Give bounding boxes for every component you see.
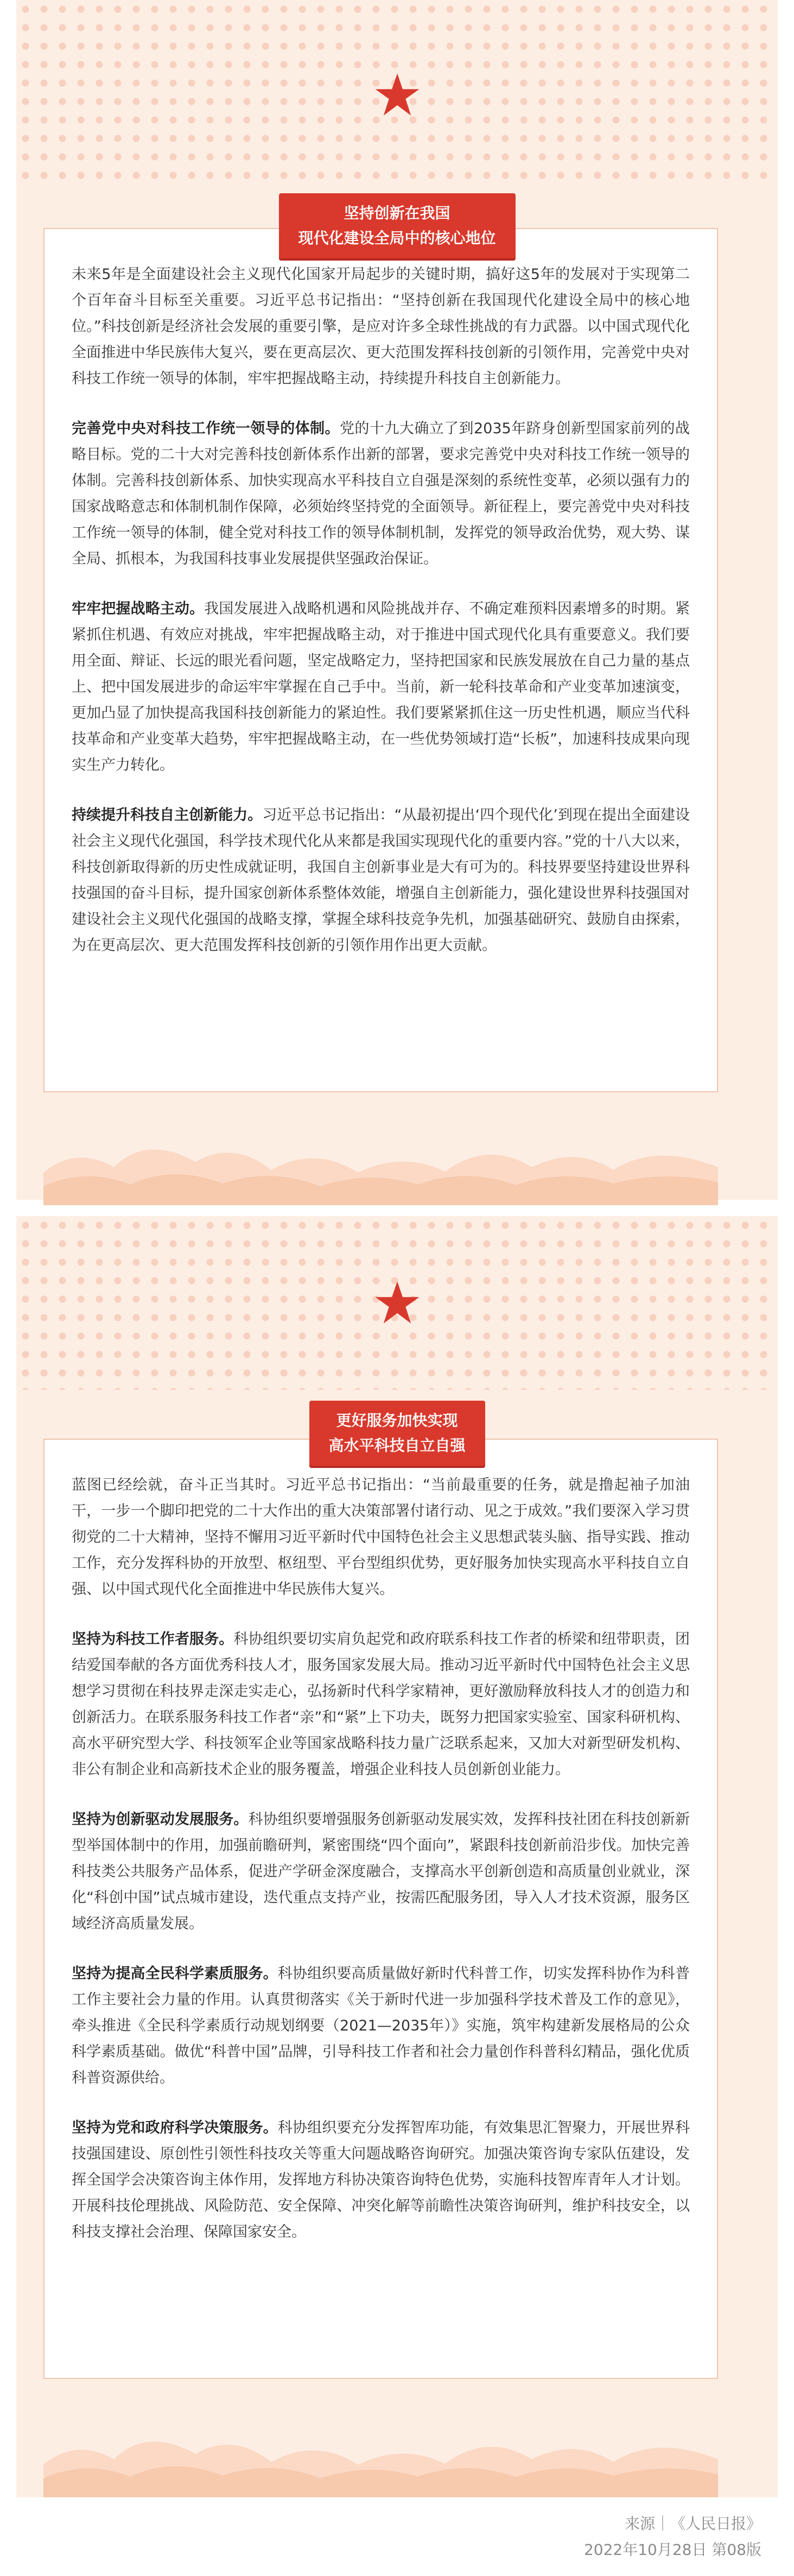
paragraph bbox=[72, 2115, 690, 2245]
paragraph bbox=[72, 802, 690, 959]
paragraph-lead: 完善党中央对科技工作统一领导的体制。 bbox=[72, 420, 340, 437]
paragraph-text: 科协组织要高质量做好新时代科普工作，切实发挥科协作为科普工作主要社会力量的作用。认真贯彻落实《关于新时代进一步加强科学技术普及工作的意见》，牵头推进《全民科学素质行动规划纲要（2021—2035年）》实施，筑牢构建新发展格局的公众科学素质基础。做优“科普中国”品牌，引导科技工作者和社会力量创作科普科幻精品，强化优质科普资源供给。 bbox=[72, 1965, 690, 2086]
paragraph-lead: 坚持为科技工作者服务。 bbox=[72, 1631, 234, 1648]
paragraph-lead: 坚持为创新驱动发展服务。 bbox=[72, 1811, 249, 1828]
star-icon bbox=[373, 71, 422, 119]
section-title-line1: 更好服务加快实现 bbox=[336, 1412, 458, 1429]
paragraph bbox=[72, 596, 690, 779]
paragraph bbox=[72, 1626, 690, 1783]
paragraph-lead: 坚持为提高全民科学素质服务。 bbox=[72, 1965, 278, 1982]
cloud-decoration bbox=[43, 2416, 718, 2497]
star-icon bbox=[373, 1278, 422, 1327]
paragraph-text: 未来5年是全面建设社会主义现代化国家开局起步的关键时期，搞好这5年的发展对于实现第二个百年奋斗目标至关重要。习近平总书记指出：“坚持创新在我国现代化建设全局中的核心地位。”科技创新是经济社会发展的重要引擎，是应对许多全球性挑战的有力武器。以中国式现代化全面推进中华民族伟大复兴，要在更高层次、更大范围发挥科技创新的引领作用，完善党中央对科技工作统一领导的体制，牢牢把握战略主动，持续提升科技自主创新能力。 bbox=[72, 266, 690, 387]
paragraph-lead: 牢牢把握战略主动。 bbox=[72, 600, 205, 617]
paragraph-text: 党的十九大确立了到2035年跻身创新型国家前列的战略目标。党的二十大对完善科技创新体系作出新的部署，要求完善党中央对科技工作统一领导的体制。完善科技创新体系、加快实现高水平科技自立自强是深刻的系统性变革，必须以强有力的国家战略意志和体制机制作保障，必须始终坚持党的全面领导。新征程上，要完善党中央对科技工作统一领导的体制，健全党对科技工作的领导体制机制，发挥党的领导政治优势，观大势、谋全局、抓根本，为我国科技事业发展提供坚强政治保证。 bbox=[72, 420, 690, 567]
section-title-line2: 高水平科技自立自强 bbox=[328, 1436, 466, 1454]
source-date: 2022年10月28日 第08版 bbox=[583, 2541, 761, 2559]
article-card bbox=[43, 1439, 718, 2379]
paragraph-lead: 持续提升科技自主创新能力。 bbox=[72, 807, 263, 824]
paragraph bbox=[72, 262, 690, 392]
paragraph bbox=[72, 1807, 690, 1937]
paragraph-text: 科协组织要充分发挥智库功能，有效集思汇智聚力，开展世界科技强国建设、原创性引领性科技攻关等重大问题战略咨询研究。加强决策咨询专家队伍建设，发挥全国学会决策咨询主体作用，发挥地方科协决策咨询特色优势，实施科技智库青年人才计划。开展科技伦理挑战、风险防范、安全保障、冲突化解等前瞻性决策咨询研判，维护科技安全，以科技支撑社会治理、保障国家安全。 bbox=[72, 2119, 690, 2240]
paragraph bbox=[72, 1961, 690, 2091]
paragraph-lead: 坚持为党和政府科学决策服务。 bbox=[72, 2119, 278, 2136]
paragraph-text: 习近平总书记指出：“从最初提出‘四个现代化’到现在提出全面建设社会主义现代化强国，科学技术现代化从来都是我国实现现代化的重要内容。”党的十八大以来，科技创新取得新的历史性成就证明，我国自主创新事业是大有可为的。科技界要坚持建设世界科技强国的奋斗目标，提升国家创新体系整体效能，增强自主创新能力，强化建设世界科技强国对建设社会主义现代化强国的战略支撑，掌握全球科技竞争先机，加强基础研究、鼓励自由探索，为在更高层次、更大范围发挥科技创新的引领作用作出更大贡献。 bbox=[72, 807, 690, 954]
paragraph-text: 科协组织要增强服务创新驱动发展实效，发挥科技社团在科技创新新型举国体制中的作用，加强前瞻研判，紧密围绕“四个面向”，紧跟科技创新前沿步伐。加快完善科技类公共服务产品体系，促进产学研金深度融合，支撑高水平创新创造和高质量创业就业，深化“科创中国”试点城市建设，迭代重点支持产业，按需匹配服务团，导入人才技术资源，服务区域经济高质量发展。 bbox=[72, 1811, 690, 1932]
paragraph-text: 蓝图已经绘就，奋斗正当其时。习近平总书记指出：“当前最重要的任务，就是撸起袖子加油干，一步一个脚印把党的二十大作出的重大决策部署付诸行动、见之于成效。”我们要深入学习贯彻党的二十大精神，坚持不懈用习近平新时代中国特色社会主义思想武装头脑、指导实践、推动工作，充分发挥科协的开放型、枢纽型、平台型组织优势，更好服务加快实现高水平科技自立自强、以中国式现代化全面推进中华民族伟大复兴。 bbox=[72, 1477, 690, 1598]
article-card bbox=[43, 228, 718, 1092]
cloud-decoration bbox=[43, 1124, 718, 1205]
paragraph bbox=[72, 1472, 690, 1603]
section-title-line2: 现代化建设全局中的核心地位 bbox=[298, 229, 496, 247]
paragraph-text: 科协组织要切实肩负起党和政府联系科技工作者的桥梁和纽带职责，团结爱国奉献的各方面优秀科技人才，服务国家发展大局。推动习近平新时代中国特色社会主义思想学习贯彻在科技界走深走实走心，弘扬新时代科学家精神，更好激励释放科技人才的创造力和创新活力。在联系服务科技工作者“亲”和“紧”上下功夫，既努力把国家实验室、国家科研机构、高水平研究型大学、科技领军企业等国家战略科技力量广泛联系起来，又加大对新型研发机构、非公有制企业和高新技术企业的服务覆盖，增强企业科技人员创新创业能力。 bbox=[72, 1631, 690, 1778]
source-footer bbox=[584, 2511, 761, 2563]
paragraph-text: 我国发展进入战略机遇和风险挑战并存、不确定难预料因素增多的时期。紧紧抓住机遇、有效应对挑战，牢牢把握战略主动，对于推进中国式现代化具有重要意义。我们要用全面、辩证、长远的眼光看问题，坚定战略定力，坚持把国家和民族发展放在自己力量的基点上、把中国发展进步的命运牢牢掌握在自己手中。当前，新一轮科技革命和产业变革加速演变，更加凸显了加快提高我国科技创新能力的紧迫性。我们要紧紧抓住这一历史性机遇，顺应当代科技革命和产业变革大趋势，牢牢把握战略主动，在一些优势领域打造“长板”，加速科技成果向现实生产力转化。 bbox=[72, 600, 690, 774]
section-title-line1: 坚持创新在我国 bbox=[344, 204, 450, 222]
section-title bbox=[278, 193, 515, 258]
paragraph bbox=[72, 416, 690, 572]
section-title bbox=[309, 1401, 485, 1466]
source-label: 来源｜《人民日报》 bbox=[624, 2515, 761, 2533]
